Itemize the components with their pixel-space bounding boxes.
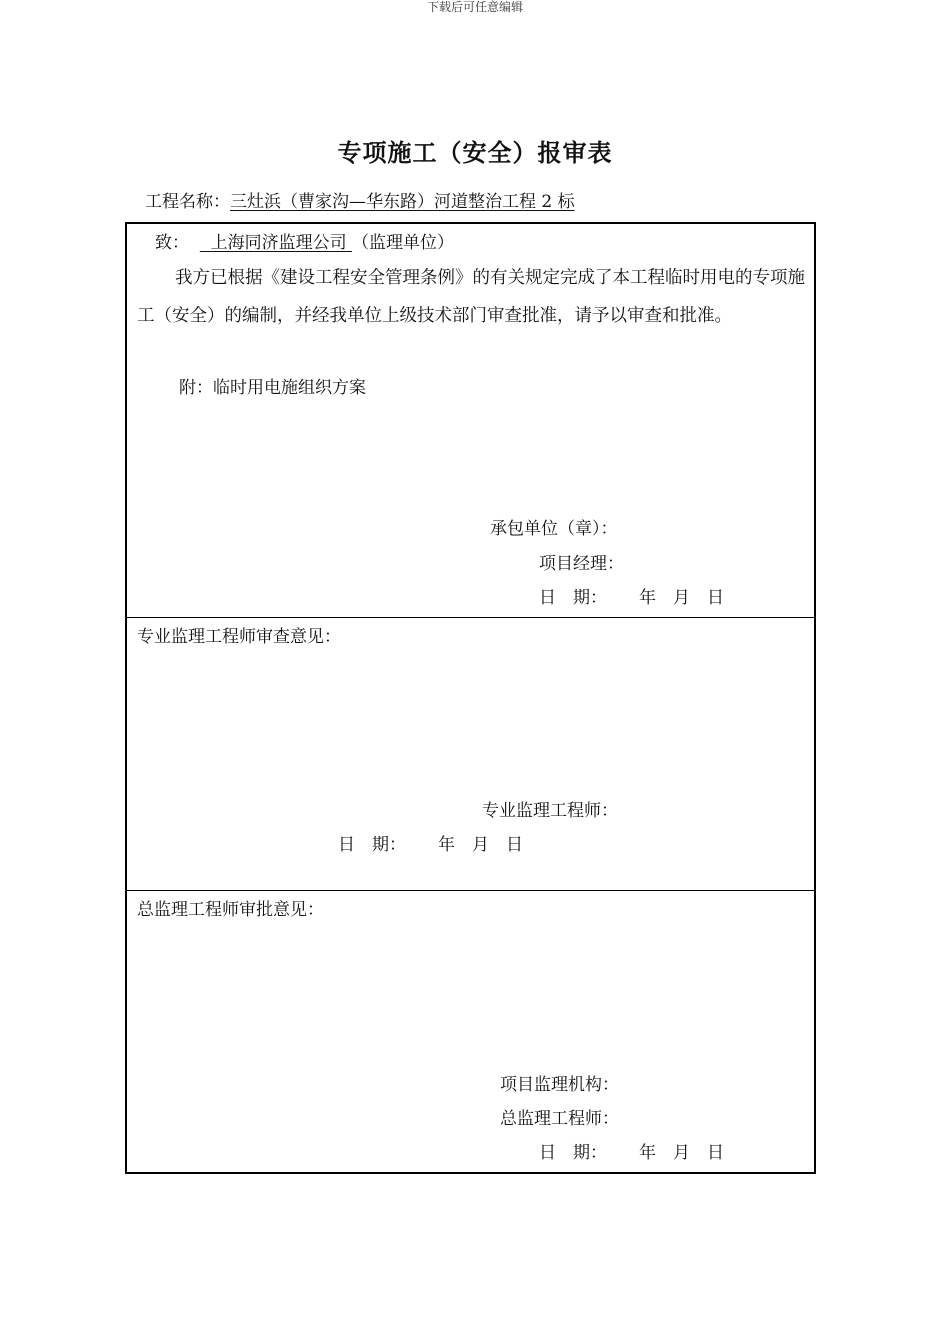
project-name-line: [145, 187, 575, 212]
engineer-review-section: [127, 618, 814, 891]
date-ymd: 年 月 日: [639, 1143, 724, 1163]
recipient-label: 致：: [155, 233, 189, 253]
date-label: 日 期：: [539, 1143, 607, 1163]
chief-approval-section: [127, 891, 814, 1172]
recipient-value: 上海同济监理公司: [210, 233, 347, 253]
date-label: 日 期：: [338, 835, 406, 855]
form-title: 专项施工（安全）报审表: [337, 138, 613, 167]
review-form: [125, 222, 816, 1174]
header-note: 下载后可任意编辑: [426, 0, 523, 14]
date-label: 日 期：: [539, 588, 607, 608]
date-ymd: 年 月 日: [639, 588, 724, 608]
project-name-value: 三灶浜（曹家沟—华东路）河道整治工程 2 标: [230, 192, 575, 212]
submission-section: [127, 224, 814, 618]
recipient-line: [155, 228, 454, 253]
supervision-org-label: 项目监理机构：: [500, 1075, 619, 1095]
recipient-suffix: （监理单位）: [352, 233, 455, 253]
engineer-signature-label: 专业监理工程师：: [482, 801, 618, 821]
chief-approval-heading: 总监理工程师审批意见：: [137, 900, 324, 920]
submission-body-text: 我方已根据《建设工程安全管理条例》的有关规定完成了本工程临时用电的专项施工（安全）的编制，并经我单位上级技术部门审查批准，请予以审查和批准。: [137, 268, 805, 326]
attachment-line: 附：临时用电施组织方案: [179, 378, 366, 398]
contractor-seal-label: 承包单位（章）：: [490, 519, 618, 539]
date-ymd: 年 月 日: [438, 835, 523, 855]
submission-body: [137, 259, 807, 335]
engineer-review-heading: 专业监理工程师审查意见：: [137, 627, 341, 647]
project-name-label: 工程名称：: [145, 192, 230, 212]
project-manager-label: 项目经理：: [539, 554, 624, 574]
chief-engineer-label: 总监理工程师：: [500, 1109, 619, 1129]
